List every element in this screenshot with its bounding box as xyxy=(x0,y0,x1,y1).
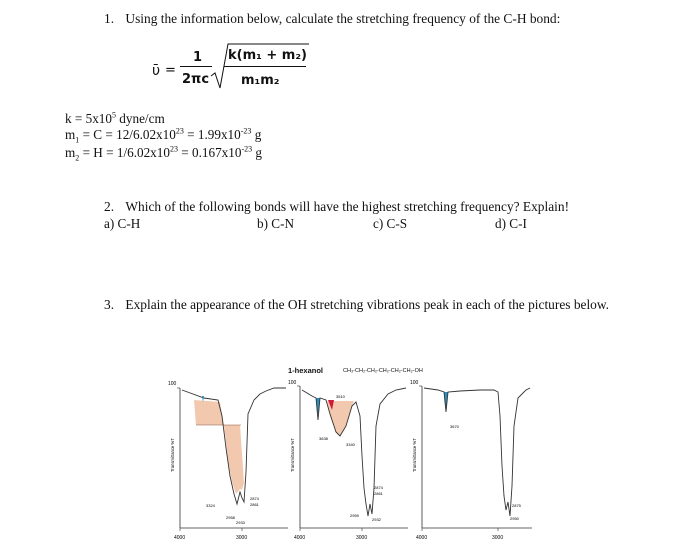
question-3 xyxy=(104,297,609,313)
fraction-bar xyxy=(180,66,212,67)
panel-1-tick-4000: 4000 xyxy=(174,535,186,541)
svg-text:2874: 2874 xyxy=(250,496,259,501)
question-2-text: Which of the following bonds will have the highest stretching frequency? Explain! xyxy=(125,199,570,214)
svg-text:3510: 3510 xyxy=(336,394,345,399)
svg-text:3324: 3324 xyxy=(206,503,215,508)
ir-spectrum-panel-1 xyxy=(168,381,288,541)
radicand-numerator: k(m₁ + m₂) xyxy=(228,48,307,63)
svg-text:2875: 2875 xyxy=(512,503,521,508)
fraction-denominator: 2πc xyxy=(182,72,210,87)
question-1-number: 1. xyxy=(104,11,115,26)
svg-text:2861: 2861 xyxy=(374,491,383,496)
wavenumber-symbol: ῡ xyxy=(152,63,161,79)
spectrum-formula: CH₃-CH₂-CH₂-CH₂-CH₂-CH₂-OH xyxy=(343,368,423,374)
panel-1-tick-3000: 3000 xyxy=(236,535,248,541)
question-2 xyxy=(104,199,569,215)
radicand-bar xyxy=(224,66,306,67)
panel-1-y-label: Transmittance %T xyxy=(170,438,175,472)
svg-text:2958: 2958 xyxy=(226,515,235,520)
panel-1-top-tick: 100 xyxy=(168,381,177,387)
fraction-numerator: 1 xyxy=(193,50,203,65)
radicand-denominator: m₁m₂ xyxy=(241,73,280,88)
option-b: b) C-N xyxy=(257,216,294,231)
option-c: c) C-S xyxy=(373,216,408,231)
svg-text:3638: 3638 xyxy=(319,436,328,441)
question-3-text: Explain the appearance of the OH stretching vibrations peak in each of the pictures below. xyxy=(125,297,610,312)
panel-2-tick-3000: 3000 xyxy=(356,535,368,541)
given-k: $k = 5x10^5$ dyne/cm xyxy=(65,110,165,126)
panel-2-top-tick: 100 xyxy=(288,380,297,386)
svg-text:2861: 2861 xyxy=(250,502,259,507)
question-1 xyxy=(104,11,560,27)
panel-2-tick-4000: 4000 xyxy=(294,535,306,541)
given-m2: $m_2 = H = 1/6.02x10^{23} = 0.167x10^{-23}$ g xyxy=(65,144,263,163)
panel-1-peak-fill xyxy=(194,400,244,494)
panel-3-tick-4000: 4000 xyxy=(416,535,428,541)
option-d: d) C-I xyxy=(495,216,527,231)
svg-text:2933: 2933 xyxy=(236,520,245,525)
svg-text:2950: 2950 xyxy=(510,516,519,521)
ir-spectrum-panel-2 xyxy=(288,380,408,541)
question-3-number: 3. xyxy=(104,297,115,312)
ir-spectrum-panel-3 xyxy=(410,380,532,541)
given-m1: $m_1 = C = 12/6.02x10^{23} = 1.99x10^{-23}$ g xyxy=(65,126,262,145)
panel-3-tick-3000: 3000 xyxy=(492,535,504,541)
question-2-number: 2. xyxy=(104,199,115,214)
panel-3-y-label: Transmittance %T xyxy=(412,438,417,472)
spectrum-title: 1-hexanol xyxy=(288,366,324,375)
panel-3-trace xyxy=(424,388,530,516)
panel-2-y-label: Transmittance %T xyxy=(290,438,295,472)
svg-text:2932: 2932 xyxy=(372,517,381,522)
option-a: a) C-H xyxy=(104,216,141,231)
ir-spectra xyxy=(160,376,540,548)
panel-3-top-tick: 100 xyxy=(410,380,419,386)
equals-sign: = xyxy=(165,63,176,78)
svg-text:3670: 3670 xyxy=(450,424,459,429)
svg-text:3340: 3340 xyxy=(346,442,355,447)
svg-text:2959: 2959 xyxy=(350,513,359,518)
svg-text:2874: 2874 xyxy=(374,485,383,490)
question-1-text: Using the information below, calculate the stretching frequency of the C-H bond: xyxy=(125,11,561,26)
